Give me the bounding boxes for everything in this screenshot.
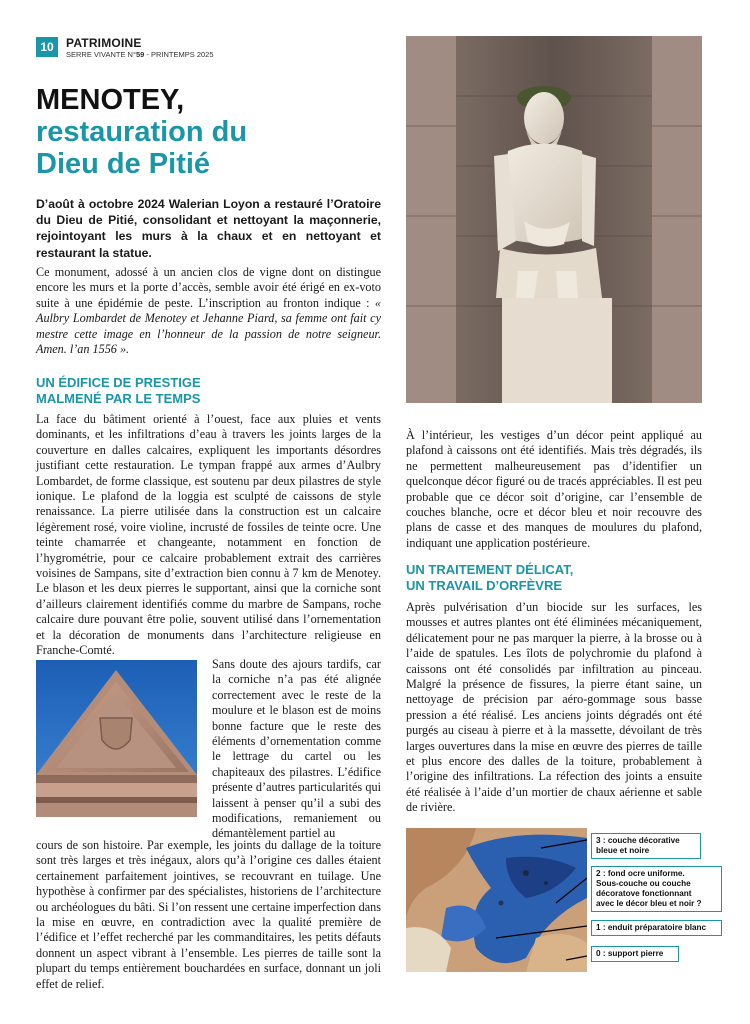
label-line: bleue et noire: [596, 846, 650, 855]
label-line: décoratove fonctionnant: [596, 889, 692, 898]
issue-info: [66, 50, 214, 59]
title-line-3: Dieu de Pitié: [36, 148, 211, 180]
label-line: 3 : couche décorative: [596, 836, 680, 845]
label-layer-0: 0 : support pierre: [591, 946, 679, 962]
issue-suffix: - PRINTEMPS 2025: [144, 50, 214, 59]
label-layer-3: [591, 833, 701, 859]
body-paragraph-continued: cours de son histoire. Par exemple, les joints du dallage de la toiture sont très larges et très inégaux, alors qu’à l’origine ces dalles étaient certainement parfaitement jointives, se recouvrant en tuilage. Une hypothèse à confirmer par des spécialistes, historiens de l’architecture ou archéologues du bâti. Si l’on ressent une certaine imperfection dans la mise en œuvre, en contradiction avec la qualité première de l’édifice et l’effet recherché par les commanditaires, les petits défauts donnent un aspect vibrant à l’ensemble. Les pierres de taille sont la plupart du temps entièrement bouchardées en surface, donnant un joli effet de relief.: [36, 838, 381, 991]
heading-line-2: UN TRAVAIL D’ORFÈVRE: [406, 578, 563, 593]
section-heading-prestige: [36, 375, 336, 407]
issue-number: 59: [135, 50, 145, 59]
intro-paragraph: [36, 265, 381, 357]
label-line: Sous-couche ou couche: [596, 879, 691, 888]
issue-prefix: SERRE VIVANTE N°: [66, 50, 136, 59]
heading-line-2: MALMENÉ PAR LE TEMPS: [36, 391, 201, 406]
heading-line-1: UN TRAITEMENT DÉLICAT,: [406, 562, 574, 577]
label-layer-1: 1 : enduit préparatoire blanc: [591, 920, 722, 936]
body-paragraph: La face du bâtiment orienté à l’ouest, face aux pluies et vents dominants, et les infiltrations d’eau à travers les joints larges de la couverture en dalles calcaires, expliquent les importants désordres justifiant cette restauration. Le tympan frappé aux armes d’Aulbry Lombardet, de forme classique, est soutenu par deux pilastres de style ionique. Le plafond de la loggia est sculpté de caissons de style renaissance. La pierre utilisée dans la construction est un calcaire légèrement rosé, voire violine, incrusté de fossiles de teinte ocre. Une teinte chamarrée et changeante, notamment en fonction de l’hygrométrie, pour ce calcaire probablement extrait des carrières voisines de Sampans, site d’extraction bien connu à 7 km de Menotey. Le blason et les deux pierres le supportant, ainsi que la corniche sont d’ailleurs clairement identifiés comme du marbre de Sampans, roche calcaire dure pouvant être polie, souvent utilisé dans l’ornementation et la décoration de monuments dans l’architecture religieuse en Franche-Comté.: [36, 412, 381, 658]
polychromy-photo: [406, 828, 587, 972]
article-title: [36, 84, 376, 180]
title-line-2: restauration du: [36, 116, 248, 148]
heading-line-1: UN ÉDIFICE DE PRESTIGE: [36, 375, 201, 390]
pediment-photo: [36, 660, 197, 817]
section-heading-treatment: [406, 562, 702, 594]
statue-photo: [406, 36, 702, 403]
label-layer-2: [591, 866, 722, 912]
interior-paragraph: À l’intérieur, les vestiges d’un décor peint appliqué au plafond à caissons ont été identifiés. Mais très dégradés, ils ne permettent malheureusement pas d’identifier un quelconque décor figuré ou de tracés appréciables. Il est peu probable que ce décor soit d’origine, car l’ensemble de couches blanche, ocre et décor bleu et noir recouvre des plans de casse et des manques de moulures du plafond, indiquant une application postérieure.: [406, 428, 702, 550]
lead-paragraph: D’août à octobre 2024 Walerian Loyon a restauré l’Oratoire du Dieu de Pitié, consolidant et nettoyant la maçonnerie, rejointoyant les murs à la chaux et en nettoyant et restaurant la statue.: [36, 197, 381, 260]
treatment-paragraph: Après pulvérisation d’un biocide sur les surfaces, les mousses et autres plantes ont été éliminées mécaniquement, délicatement pour ne pas marquer la pierre, à la brosse ou à l’aide de spatules. Les îlots de polychromie du plafond à caissons ont été consolidés par infiltration au pinceau. Malgré la présence de fissures, la pierre étant saine, un nettoyage de précision par aéro-gommage sous basse pression a été réalisé. Les anciens joints dégradés ont été purgés au ciseau à pierre et à la massette, dévoilant de très larges ouvertures dans la mise en œuvre des pierres de taille et plus encore des dalles de la toiture, probablement à l’origine des infiltrations. La réfection des joints a ensuite été réalisée à l’aide d’un mortier de chaux aérienne et sable de rivière.: [406, 600, 702, 815]
label-line: avec le décor bleu et noir ?: [596, 899, 702, 908]
label-line: 2 : fond ocre uniforme.: [596, 869, 685, 878]
title-line-1: MENOTEY,: [36, 84, 185, 116]
intro-text: Ce monument, adossé à un ancien clos de vigne dont on distingue encore les murs et la porte d’accès, semble avoir été érigé en ex-voto suite à une épidémie de peste. L’inscription au fronton indique :: [36, 265, 381, 310]
body-paragraph-wrapped: Sans doute des ajours tardifs, car la corniche n’a pas été alignée correctement avec le reste de la moulure et le blason est de moins bonne facture que le reste des éléments d’ornementation comme le lettrage du cartel ou les chapiteaux des pilastres. L’édifice présente d’autres particularités qui laissent à penser qu’il a subi des modifications, remaniement ou démantèlement partiel au: [212, 657, 381, 841]
section-title: PATRIMOINE: [66, 36, 142, 50]
inscription-quote: « Aulbry Lombardet de Menotey et Jehanne Piard, sa femme ont fait cy mestre cette image en l’honneur de la passion de notre seigneur. Amen. l’an 1556 ».: [36, 295, 381, 357]
page-number: 10: [36, 37, 58, 57]
